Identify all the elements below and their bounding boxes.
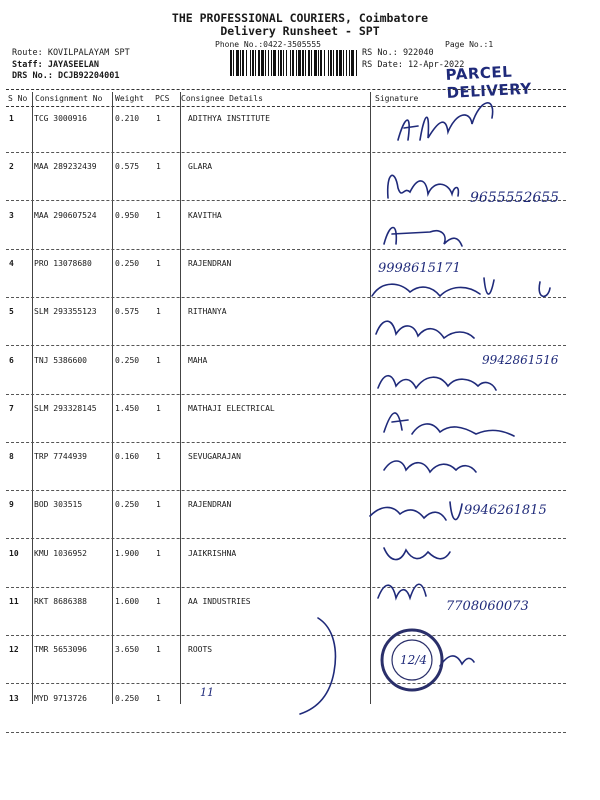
row-weight: 0.250 [115, 693, 140, 703]
table-row [0, 307, 600, 357]
drs-number: DRS No.: DCJB92204001 [12, 71, 120, 81]
header-bottom-rule [6, 106, 566, 107]
handwritten-phone-6: 9942861516 [482, 353, 559, 367]
row-consignment-no: TMR 5653096 [34, 645, 87, 655]
row-separator [6, 587, 566, 588]
rs-number: RS No.: 922040 [362, 48, 434, 58]
company-title: THE PROFESSIONAL COURIERS, Coimbatore [171, 11, 429, 25]
row-pcs: 1 [156, 645, 161, 655]
row-consignee: RAJENDRAN [188, 500, 232, 510]
row-consignment-no: PRO 13078680 [34, 258, 92, 268]
row-weight: 0.160 [115, 452, 140, 462]
table-row [0, 597, 600, 647]
row-separator [6, 249, 566, 250]
row-weight: 0.250 [115, 500, 140, 510]
table-row [0, 645, 600, 695]
page-number: Page No.:1 [445, 40, 494, 49]
route-info [12, 48, 130, 83]
row-consignee: GLARA [188, 162, 213, 172]
row-weight: 1.900 [115, 548, 140, 558]
route-label: Route: KOVILPALAYAM SPT [12, 48, 130, 58]
row-sno: 11 [9, 597, 19, 606]
row-consignment-no: RKT 8686388 [34, 597, 87, 606]
table-row [0, 259, 600, 309]
handwritten-note-13: 11 [200, 686, 214, 699]
row-weight: 0.575 [115, 162, 140, 172]
handwritten-phone-11: 7708060073 [446, 599, 529, 614]
row-separator [6, 732, 566, 733]
row-sno: 2 [9, 162, 14, 172]
row-consignment-no: MYD 9713726 [34, 693, 87, 703]
row-separator [6, 297, 566, 298]
row-consignment-no: TCG 3000916 [34, 114, 87, 123]
row-separator [6, 345, 566, 346]
row-pcs: 1 [156, 597, 161, 606]
row-consignment-no: BOD 303515 [34, 500, 83, 510]
staff-label: Staff: JAYASEELAN [12, 59, 99, 70]
row-consignment-no: MAA 289232439 [34, 162, 97, 172]
stamp-date: 12/4 [400, 653, 427, 667]
row-consignment-no: TNJ 5386600 [34, 355, 87, 365]
row-separator [6, 683, 566, 684]
row-pcs: 1 [156, 258, 161, 268]
row-consignee: SEVUGARAJAN [188, 452, 241, 462]
row-pcs: 1 [156, 355, 161, 365]
row-weight: 1.450 [115, 403, 140, 413]
col-consignment: Consignment No [35, 94, 103, 103]
row-pcs: 1 [156, 403, 161, 413]
document-title [0, 12, 600, 38]
row-sno: 13 [9, 693, 19, 703]
row-separator [6, 394, 566, 395]
barcode-icon [230, 50, 358, 76]
table-row [0, 114, 600, 164]
row-consignee: JAIKRISHNA [188, 548, 237, 558]
row-separator [6, 152, 566, 153]
row-consignee: ADITHYA INSTITUTE [188, 114, 270, 123]
row-weight: 0.210 [115, 114, 140, 123]
row-separator [6, 635, 566, 636]
table-row [0, 549, 600, 599]
row-consignee: AA INDUSTRIES [188, 597, 251, 606]
table-row [0, 404, 600, 454]
row-separator [6, 442, 566, 443]
header-top-rule [6, 89, 566, 90]
row-sno: 1 [9, 114, 14, 123]
row-weight: 0.950 [115, 210, 140, 220]
row-sno: 4 [9, 258, 14, 268]
parcel-delivery-stamp: PARCEL DELIVERY [445, 62, 533, 103]
row-sno: 9 [9, 500, 14, 510]
row-separator [6, 490, 566, 491]
row-sno: 8 [9, 452, 14, 462]
col-signature: Signature [375, 94, 419, 103]
handwritten-phone-9: 9946261815 [464, 503, 547, 518]
row-pcs: 1 [156, 548, 161, 558]
row-pcs: 1 [156, 307, 161, 317]
table-row [0, 500, 600, 550]
row-weight: 0.250 [115, 258, 140, 268]
row-consignee: KAVITHA [188, 210, 222, 220]
row-consignment-no: TRP 7744939 [34, 452, 87, 462]
handwritten-phone-2: 9655552655 [470, 190, 560, 206]
table-row [0, 452, 600, 502]
col-pcs: PCS [155, 94, 170, 103]
table-row [0, 162, 600, 212]
row-separator [6, 538, 566, 539]
row-weight: 1.600 [115, 597, 140, 606]
row-pcs: 1 [156, 210, 161, 220]
row-pcs: 1 [156, 162, 161, 172]
row-consignee: RITHANYA [188, 307, 227, 317]
row-sno: 12 [9, 645, 19, 655]
table-row [0, 356, 600, 406]
row-weight: 3.650 [115, 645, 140, 655]
row-pcs: 1 [156, 500, 161, 510]
row-consignment-no: KMU 1036952 [34, 548, 87, 558]
table-row [0, 211, 600, 261]
phone-number: Phone No.:0422-3505555 [215, 40, 321, 49]
row-consignee: RAJENDRAN [188, 258, 232, 268]
row-consignee: MAHA [188, 355, 208, 365]
row-weight: 0.250 [115, 355, 140, 365]
row-pcs: 1 [156, 693, 161, 703]
table-row [0, 694, 600, 744]
handwritten-phone-4: 9998615171 [378, 261, 461, 276]
row-consignment-no: SLM 293328145 [34, 403, 97, 413]
col-sno: S No [8, 94, 28, 103]
row-separator [6, 200, 566, 201]
row-consignment-no: MAA 290607524 [34, 210, 97, 220]
col-consignee: Consignee Details [181, 94, 263, 103]
col-weight: Weight [115, 94, 144, 103]
row-sno: 7 [9, 403, 14, 413]
rs-date: RS Date: 12-Apr-2022 [362, 59, 465, 70]
row-consignee: ROOTS [188, 645, 213, 655]
row-sno: 5 [9, 307, 14, 317]
row-pcs: 1 [156, 452, 161, 462]
runsheet-title: Delivery Runsheet - SPT [220, 24, 380, 38]
row-sno: 6 [9, 355, 14, 365]
row-sno: 10 [9, 548, 19, 558]
row-sno: 3 [9, 210, 14, 220]
row-consignee: MATHAJI ELECTRICAL [188, 403, 275, 413]
row-weight: 0.575 [115, 307, 140, 317]
row-pcs: 1 [156, 114, 161, 123]
row-consignment-no: SLM 293355123 [34, 307, 97, 317]
